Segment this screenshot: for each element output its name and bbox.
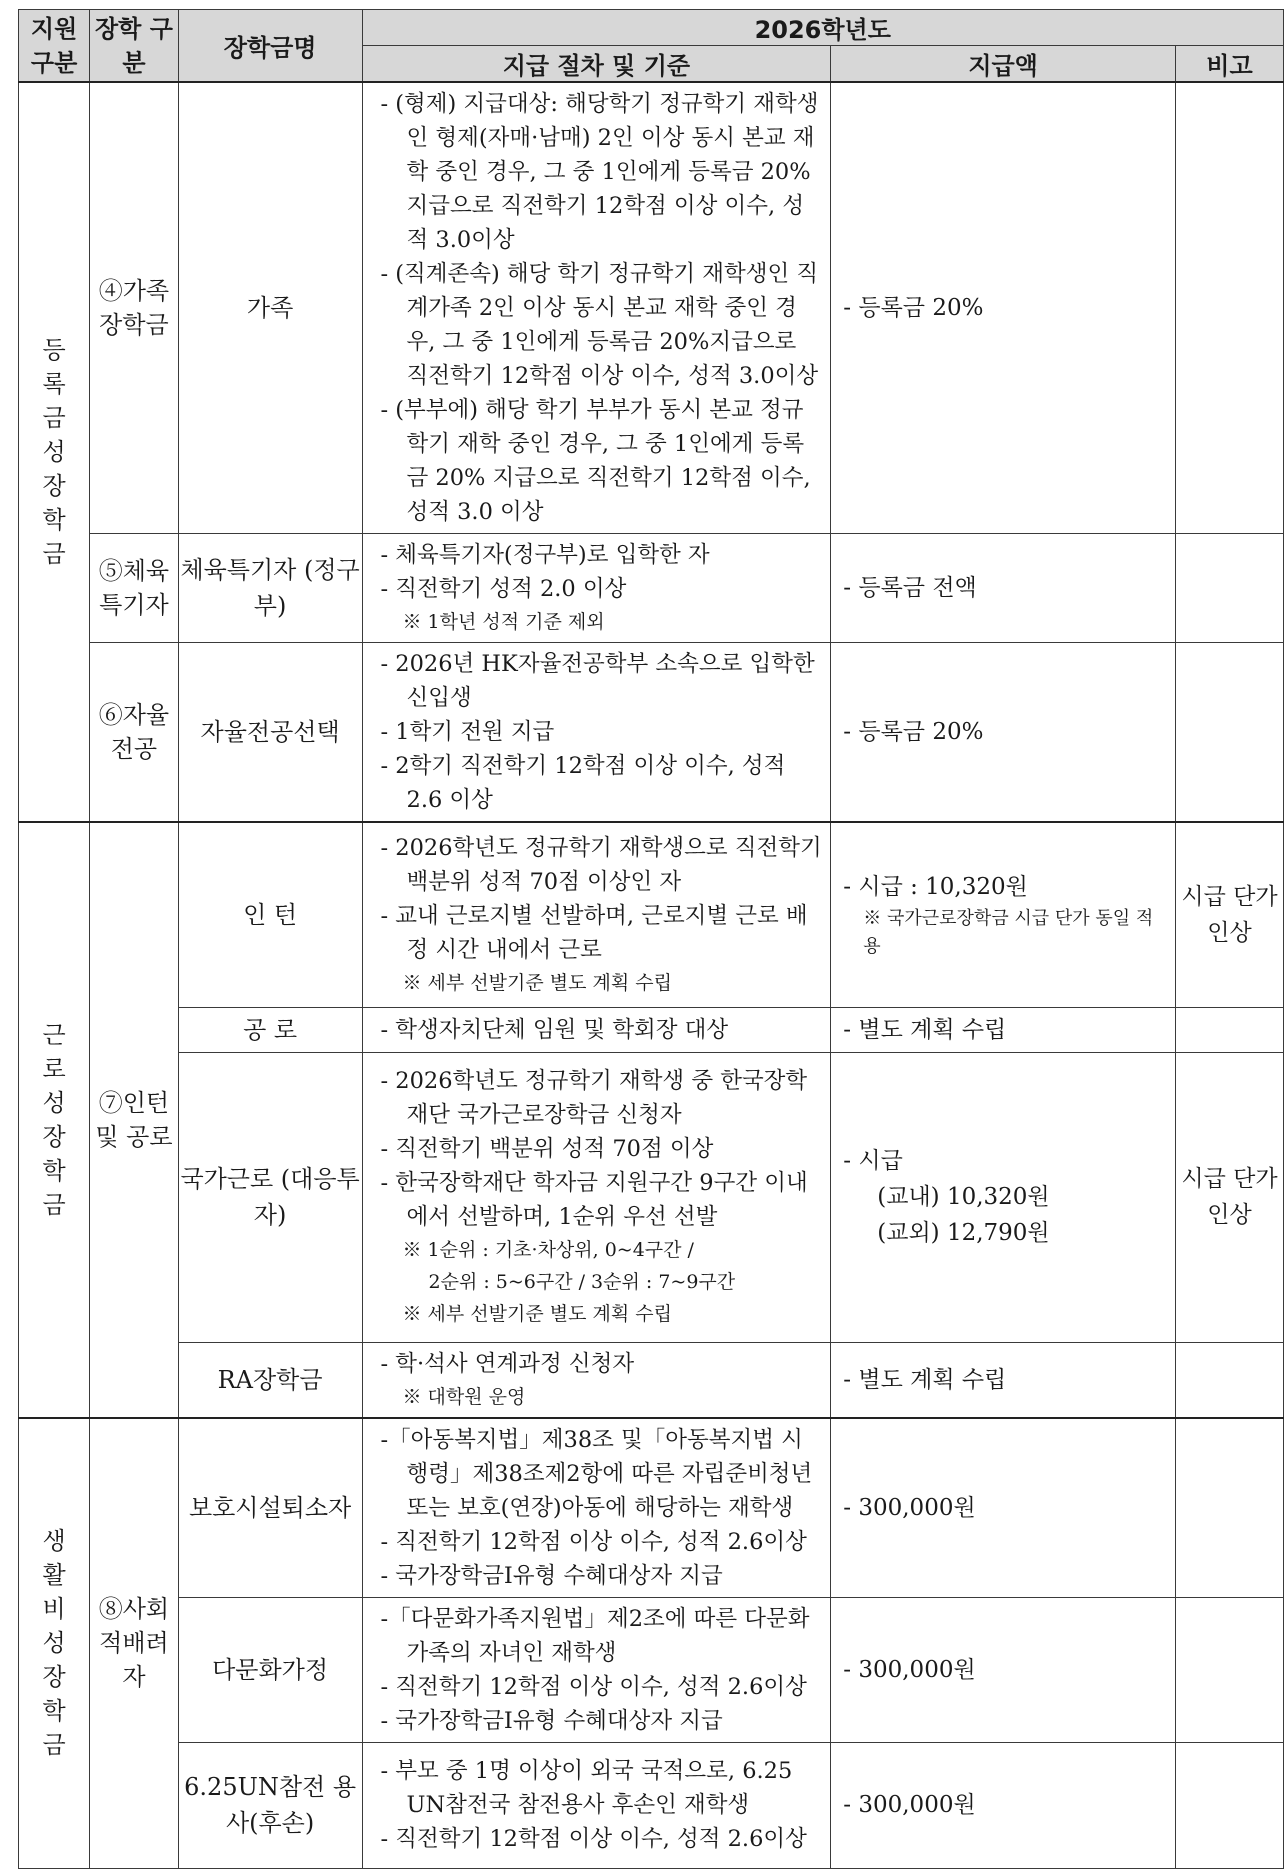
- major-line-2: - 1학기 전원 지급: [380, 719, 555, 745]
- amount-family: - 등록금 20%: [831, 82, 1176, 534]
- row-sports: [19, 534, 1284, 643]
- name-national-work: 국가근로 (대응투자): [178, 1052, 362, 1342]
- type-major: ⑥자율 전공: [90, 643, 178, 823]
- procedure-ra: [362, 1342, 831, 1418]
- name-intern: 인 턴: [178, 822, 362, 1007]
- row-merit: [19, 1007, 1284, 1052]
- name-ra: RA장학금: [178, 1342, 362, 1418]
- note-sports: [1175, 534, 1283, 643]
- header-scholarship-category: 장학 구분: [90, 10, 178, 83]
- type-sports: ⑤체육 특기자: [90, 534, 178, 643]
- family-line-1: - (형제) 지급대상: 해당학기 정규학기 재학생인 형제(자매·남매) 2인 이상 동시 본교 재학 중인 경우, 그 중 1인에게 등록금 20%지급으로 직전학기 12학점 이상 이수, 성적 3.0이상: [380, 91, 819, 253]
- procedure-merit: [362, 1007, 831, 1052]
- intern-line-1: - 2026학년도 정규학기 재학생으로 직전학기 백분위 성적 70점 이상인 자: [380, 834, 822, 895]
- intern-amount-note: ※ 국가근로장학금 시급 단가 동일 적용: [863, 907, 1154, 957]
- name-shelter: 보호시설퇴소자: [178, 1418, 362, 1598]
- sports-line-1: - 체육특기자(정구부)로 입학한 자: [380, 542, 710, 568]
- procedure-sports: [362, 534, 831, 643]
- scholarship-table: [18, 9, 1284, 1869]
- amount-intern: [831, 822, 1176, 1007]
- name-merit: 공 로: [178, 1007, 362, 1052]
- ra-line-1: - 학·석사 연계과정 신청자: [380, 1350, 635, 1377]
- national-line-3: - 한국장학재단 학자금 지원구간 9구간 이내에서 선발하며, 1순위 우선 선발: [380, 1170, 808, 1230]
- remark-multicultural: [1175, 1597, 1283, 1742]
- remark-intern: 시급 단가 인상: [1175, 822, 1283, 1007]
- major-line-1: - 2026년 HK자율전공학부 소속으로 입학한 신입생: [380, 651, 815, 711]
- national-note-2: 2순위 : 5~6구간 / 3순위 : 7~9구간: [428, 1271, 736, 1293]
- sports-line-2: - 직전학기 성적 2.0 이상: [380, 576, 627, 602]
- row-major: [19, 643, 1284, 823]
- category-living: 생활비성 장학금: [19, 1418, 90, 1869]
- procedure-multicultural: [362, 1597, 831, 1742]
- national-note-1: ※ 1순위 : 기초·차상위, 0~4구간 /: [402, 1239, 694, 1261]
- intern-note: ※ 세부 선발기준 별도 계획 수립: [402, 971, 672, 994]
- remark-merit: [1175, 1007, 1283, 1052]
- name-multicultural: 다문화가정: [178, 1597, 362, 1742]
- shelter-line-3: - 국가장학금Ⅰ유형 수혜대상자 지급: [380, 1562, 723, 1589]
- row-national-work: [19, 1052, 1284, 1342]
- procedure-national-work: [362, 1052, 831, 1342]
- name-major: 자율전공선택: [178, 643, 362, 823]
- header-year: 2026학년도: [362, 10, 1284, 46]
- remark-ra: [1175, 1342, 1283, 1418]
- type-social: ⑧사회적배려자: [90, 1418, 178, 1869]
- national-note-3: ※ 세부 선발기준 별도 계획 수립: [402, 1303, 672, 1325]
- veteran-line-1: - 부모 중 1명 이상이 외국 국적으로, 6.25 UN참전국 참전용사 후손인 재학생: [380, 1758, 793, 1818]
- multicultural-line-2: - 직전학기 12학점 이상 이수, 성적 2.6이상: [380, 1673, 807, 1700]
- national-amount-offcampus: (교외) 12,790원: [877, 1220, 1050, 1246]
- intern-amount-value: - 시급 : 10,320원: [843, 873, 1028, 900]
- header-row-1: [19, 10, 1284, 46]
- remark-veteran: [1175, 1742, 1283, 1868]
- shelter-line-1: -「아동복지법」제38조 및「아동복지법 시행령」제38조제2항에 따른 자립준비청년 또는 보호(연장)아동에 해당하는 재학생: [380, 1426, 813, 1521]
- veteran-line-2: - 직전학기 12학점 이상 이수, 성적 2.6이상: [380, 1826, 807, 1852]
- name-sports: 체육특기자 (정구부): [178, 534, 362, 643]
- merit-line-1: - 학생자치단체 임원 및 학회장 대상: [380, 1016, 729, 1043]
- row-shelter: [19, 1418, 1284, 1598]
- ra-note: ※ 대학원 운영: [402, 1385, 526, 1408]
- type-intern-merit: ⑦인턴 및 공로: [90, 822, 178, 1418]
- family-line-2: - (직계존속) 해당 학기 정규학기 재학생인 직계가족 2인 이상 동시 본교 재학 중인 경우, 그 중 1인에게 등록금 20%지급으로 직전학기 12학점 이상 이수, 성적 3.0이상: [380, 261, 819, 389]
- type-family: ④가족 장학금: [90, 82, 178, 534]
- sports-note: ※ 1학년 성적 기준 제외: [402, 611, 605, 633]
- procedure-major: [362, 643, 831, 823]
- national-line-2: - 직전학기 백분위 성적 70점 이상: [380, 1136, 714, 1162]
- national-line-1: - 2026학년도 정규학기 재학생 중 한국장학재단 국가근로장학금 신청자: [380, 1068, 808, 1128]
- amount-veteran: - 300,000원: [831, 1742, 1176, 1868]
- shelter-line-2: - 직전학기 12학점 이상 이수, 성적 2.6이상: [380, 1528, 807, 1555]
- procedure-family: [362, 82, 831, 534]
- family-line-3: - (부부에) 해당 학기 부부가 동시 본교 정규학기 재학 중인 경우, 그 중 1인에게 등록금 20% 지급으로 직전학기 12학점 이수, 성적 3.0 이상: [380, 397, 811, 525]
- header-support-category: 지원 구분: [19, 10, 90, 83]
- amount-ra: - 별도 계획 수립: [831, 1342, 1176, 1418]
- header-procedure: 지급 절차 및 기준: [362, 46, 831, 83]
- note-family: [1175, 82, 1283, 534]
- row-family: [19, 82, 1284, 534]
- intern-line-2: - 교내 근로지별 선발하며, 근로지별 근로 배정 시간 내에서 근로: [380, 902, 808, 963]
- procedure-veteran: [362, 1742, 831, 1868]
- row-veteran: [19, 1742, 1284, 1868]
- amount-national-work: [831, 1052, 1176, 1342]
- header-amount: 지급액: [831, 46, 1176, 83]
- row-ra: [19, 1342, 1284, 1418]
- major-line-3: - 2학기 직전학기 12학점 이상 이수, 성적 2.6 이상: [380, 753, 786, 813]
- remark-national-work: 시급 단가 인상: [1175, 1052, 1283, 1342]
- multicultural-line-1: -「다문화가족지원법」제2조에 따른 다문화가족의 자녀인 재학생: [380, 1605, 810, 1666]
- row-multicultural: [19, 1597, 1284, 1742]
- note-major: [1175, 643, 1283, 823]
- category-work: 근로성 장학금: [19, 822, 90, 1418]
- procedure-shelter: [362, 1418, 831, 1598]
- header-note: 비고: [1175, 46, 1283, 83]
- remark-shelter: [1175, 1418, 1283, 1598]
- category-tuition: 등록금성 장학금: [19, 82, 90, 822]
- header-scholarship-name: 장학금명: [178, 10, 362, 83]
- amount-merit: - 별도 계획 수립: [831, 1007, 1176, 1052]
- amount-shelter: - 300,000원: [831, 1418, 1176, 1598]
- amount-multicultural: - 300,000원: [831, 1597, 1176, 1742]
- procedure-intern: [362, 822, 831, 1007]
- national-amount-label: - 시급: [843, 1148, 903, 1174]
- amount-major: - 등록금 20%: [831, 643, 1176, 823]
- national-amount-campus: (교내) 10,320원: [877, 1184, 1050, 1210]
- row-intern: [19, 822, 1284, 1007]
- multicultural-line-3: - 국가장학금Ⅰ유형 수혜대상자 지급: [380, 1707, 723, 1734]
- name-veteran: 6.25UN참전 용사(후손): [178, 1742, 362, 1868]
- name-family: 가족: [178, 82, 362, 534]
- amount-sports: - 등록금 전액: [831, 534, 1176, 643]
